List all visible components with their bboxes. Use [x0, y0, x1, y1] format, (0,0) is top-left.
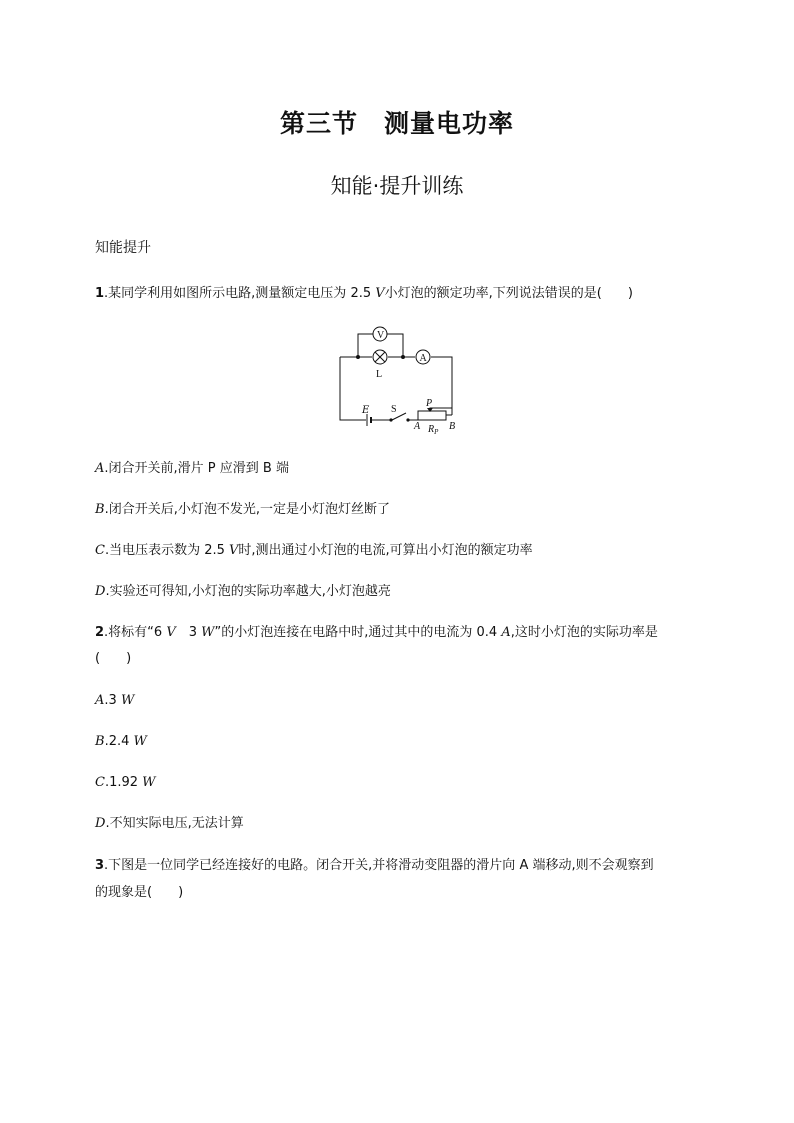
- question-1-text-a: .某同学利用如图所示电路,测量额定电压为 2.5: [104, 286, 376, 301]
- question-1-number: 1: [95, 286, 105, 301]
- question-1-text-b: 小灯泡的额定功率,下列说法错误的是( ): [384, 286, 633, 301]
- question-3-text-b: 的现象是( ): [95, 885, 184, 900]
- option-text: .2.4: [104, 734, 134, 749]
- switch-label: S: [391, 404, 397, 415]
- option-letter: B: [95, 734, 105, 749]
- rheostat-end-b-label: B: [449, 421, 456, 432]
- option-unit: W: [120, 693, 135, 708]
- ammeter-label: A: [419, 353, 427, 364]
- rheostat-symbol: R: [428, 424, 435, 435]
- option-unit: W: [142, 775, 156, 790]
- question-2-answer-bracket: ( ): [95, 651, 132, 666]
- question-2-option-d: [95, 813, 244, 835]
- question-3-number: 3: [95, 858, 105, 873]
- question-2-unit-w: W: [201, 625, 215, 640]
- question-3-text-a: .下图是一位同学已经连接好的电路。闭合开关,并将滑动变阻器的滑片向 A 端移动,则不会观察到: [104, 858, 654, 873]
- switch-pivot-dot: [389, 418, 392, 421]
- voltmeter-label: V: [377, 330, 385, 341]
- page-subtitle: 知能·提升训练: [330, 174, 464, 198]
- option-unit: V: [229, 543, 239, 558]
- question-2-option-a: [95, 690, 134, 712]
- junction-dot: [401, 355, 405, 359]
- question-2-number: 2: [95, 625, 105, 640]
- rheostat-subscript: P: [434, 428, 439, 436]
- question-2-text-a: .将标有“6: [104, 625, 167, 640]
- rheostat-end-a-label: A: [414, 421, 421, 432]
- option-letter: D: [95, 584, 106, 599]
- question-2-unit-v: V: [166, 625, 176, 640]
- question-2-text-b: 3: [175, 625, 202, 640]
- source-label: E: [362, 405, 370, 416]
- question-1-option-a: [95, 458, 289, 480]
- question-1-option-c: [95, 540, 533, 562]
- section-heading: 知能提升: [95, 240, 151, 256]
- question-1-unit: V: [375, 286, 385, 301]
- switch-contact-dot: [406, 418, 409, 421]
- rheostat-label: [427, 424, 439, 436]
- option-letter: C: [95, 775, 105, 790]
- option-letter: C: [95, 543, 105, 558]
- option-text: .不知实际电压,无法计算: [105, 816, 244, 831]
- option-unit: W: [133, 734, 147, 749]
- option-text-b: 时,测出通过小灯泡的电流,可算出小灯泡的额定功率: [238, 543, 533, 558]
- option-text: .闭合开关后,小灯泡不发光,一定是小灯泡灯丝断了: [104, 502, 390, 517]
- option-text: .3: [104, 693, 121, 708]
- question-2-text-d: ,这时小灯泡的实际功率是: [510, 625, 658, 640]
- question-2: [95, 622, 658, 644]
- option-text: .闭合开关前,滑片 P 应滑到 B 端: [104, 461, 289, 476]
- question-2-option-c: [95, 772, 156, 794]
- question-1: [95, 283, 633, 305]
- lamp-label: L: [376, 369, 383, 380]
- option-letter: D: [95, 816, 106, 831]
- option-text: .1.92: [104, 775, 143, 790]
- option-letter: A: [95, 461, 105, 476]
- circuit-diagram: [330, 322, 470, 436]
- option-letter: B: [95, 502, 105, 517]
- question-1-option-b: [95, 499, 390, 521]
- question-3: [95, 855, 654, 877]
- junction-dot: [356, 355, 360, 359]
- option-text: .实验还可得知,小灯泡的实际功率越大,小灯泡越亮: [105, 584, 391, 599]
- question-2-unit-a: A: [501, 625, 511, 640]
- option-letter: A: [95, 693, 105, 708]
- question-1-option-d: [95, 581, 391, 603]
- page-title: 第三节 测量电功率: [279, 109, 514, 138]
- question-2-text-c: ”的小灯泡连接在电路中时,通过其中的电流为 0.4: [214, 625, 502, 640]
- option-text-a: .当电压表示数为 2.5: [104, 543, 230, 558]
- slider-label: P: [426, 398, 433, 409]
- question-2-option-b: [95, 731, 147, 753]
